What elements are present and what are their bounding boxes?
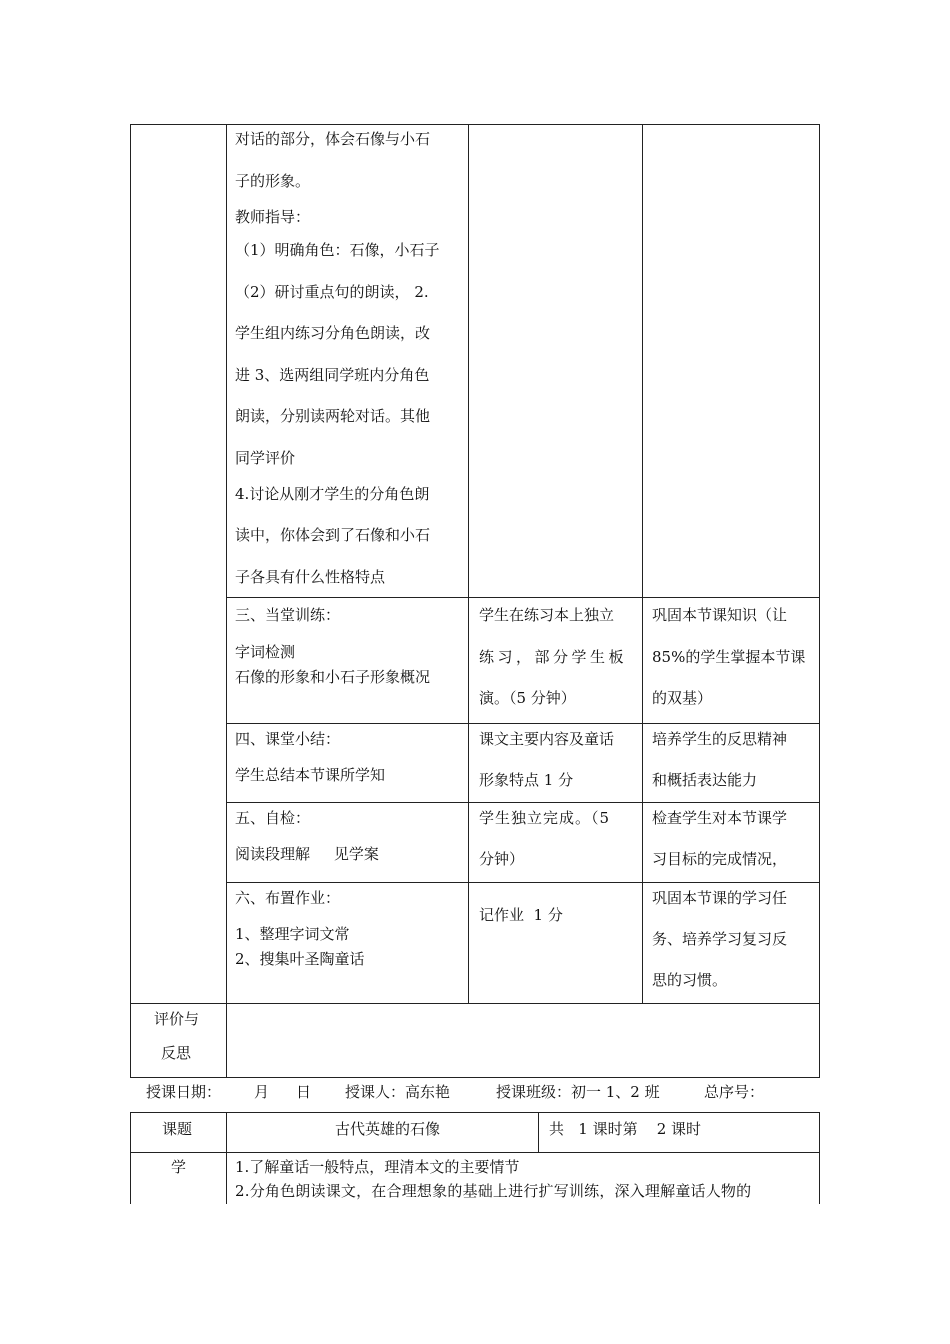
text-line: 2、搜集叶圣陶童话: [235, 950, 365, 968]
table-left-border: [130, 124, 131, 1078]
month-label: 月: [254, 1083, 270, 1101]
text-line: （2）研讨重点句的朗读， 2.: [235, 283, 429, 301]
text-line: 读中，你体会到了石像和小石: [235, 526, 431, 544]
next-table-left: [130, 1112, 131, 1204]
text-line: 学生总结本节课所学知: [235, 766, 386, 784]
text-line: 石像的形象和小石子形象概况: [235, 668, 431, 686]
text-line: 朗读，分别读两轮对话。其他: [235, 407, 431, 425]
text-line: 学生独立完成。（5: [479, 809, 611, 827]
text-line: 检查学生对本节课学: [652, 809, 788, 827]
text-line: 阅读段理解 见学案: [235, 845, 379, 863]
text-line: 分钟）: [479, 850, 525, 868]
next-table-col-2: [538, 1112, 539, 1152]
day-label: 日: [296, 1083, 312, 1101]
text-line: 练习，部分学生板: [479, 648, 628, 666]
text-line: 字词检测: [235, 643, 296, 661]
table-bottom-border: [130, 1077, 820, 1078]
text-line: 对话的部分，体会石像与小石: [235, 130, 431, 148]
section-heading: 五、自检：: [235, 809, 311, 827]
goal-label: 学: [171, 1158, 187, 1176]
text-line: 习目标的完成情况，: [652, 850, 788, 868]
topic-value: 古代英雄的石像: [335, 1120, 441, 1138]
goal-line: 1.了解童话一般特点，理清本文的主要情节: [235, 1158, 520, 1176]
text-line: 的双基）: [652, 689, 713, 707]
row-divider-4: [226, 882, 820, 883]
topic-label: 课题: [162, 1120, 193, 1138]
text-line: 演。（5 分钟）: [479, 689, 576, 707]
row-divider-5: [130, 1003, 820, 1004]
text-line: 培养学生的反思精神: [652, 730, 788, 748]
date-label: 授课日期：: [146, 1083, 222, 1101]
text-line: 1、整理字词文常: [235, 925, 350, 943]
serial-label: 总序号：: [704, 1083, 765, 1101]
col-divider-2: [468, 124, 469, 1004]
row-divider-1: [226, 597, 820, 598]
text-line: 进 3、选两组同学班内分角色: [235, 366, 430, 384]
text-line: 4.讨论从刚才学生的分角色朗: [235, 485, 430, 503]
text-line: 务、培养学习复习反: [652, 930, 788, 948]
text-line: 记作业 1 分: [479, 906, 563, 924]
text-line: 子的形象。: [235, 172, 311, 190]
table-top-border: [130, 124, 820, 125]
col-divider-3: [642, 124, 643, 1004]
text-line: 学生组内练习分角色朗读，改: [235, 324, 431, 342]
next-table-row-divider: [130, 1152, 820, 1153]
row-divider-3: [226, 802, 820, 803]
evaluation-label-bottom: 反思: [161, 1044, 192, 1062]
table-right-border: [819, 124, 820, 1078]
text-line: 子各具有什么性格特点: [235, 568, 386, 586]
text-line: 形象特点 1 分: [479, 771, 574, 789]
next-table-right: [819, 1112, 820, 1204]
text-line: 巩固本节课知识（让: [652, 606, 788, 624]
text-line: 课文主要内容及童话: [479, 730, 615, 748]
text-line: 同学评价: [235, 449, 296, 467]
row-divider-2: [226, 723, 820, 724]
section-heading: 六、布置作业：: [235, 889, 341, 907]
teacher-label: 授课人：高东艳: [345, 1083, 451, 1101]
text-line: 教师指导：: [235, 208, 311, 226]
text-line: 思的习惯。: [652, 971, 728, 989]
next-table-col-1: [226, 1112, 227, 1204]
text-line: （1）明确角色：石像，小石子: [235, 241, 440, 259]
text-line: 85%的学生掌握本节课: [652, 648, 806, 666]
text-line: 巩固本节课的学习任: [652, 889, 788, 907]
text-line: 学生在练习本上独立: [479, 606, 615, 624]
section-heading: 三、当堂训练：: [235, 606, 341, 624]
class-label: 授课班级：初一 1、2 班: [496, 1083, 660, 1101]
next-table-top: [130, 1112, 820, 1113]
period-info: 共 1 课时第 2 课时: [549, 1120, 702, 1138]
section-heading: 四、课堂小结：: [235, 730, 341, 748]
goal-line: 2.分角色朗读课文，在合理想象的基础上进行扩写训练，深入理解童话人物的: [235, 1182, 752, 1200]
evaluation-label-top: 评价与: [154, 1010, 200, 1028]
col-divider-1: [226, 124, 227, 1078]
text-line: 和概括表达能力: [652, 771, 758, 789]
